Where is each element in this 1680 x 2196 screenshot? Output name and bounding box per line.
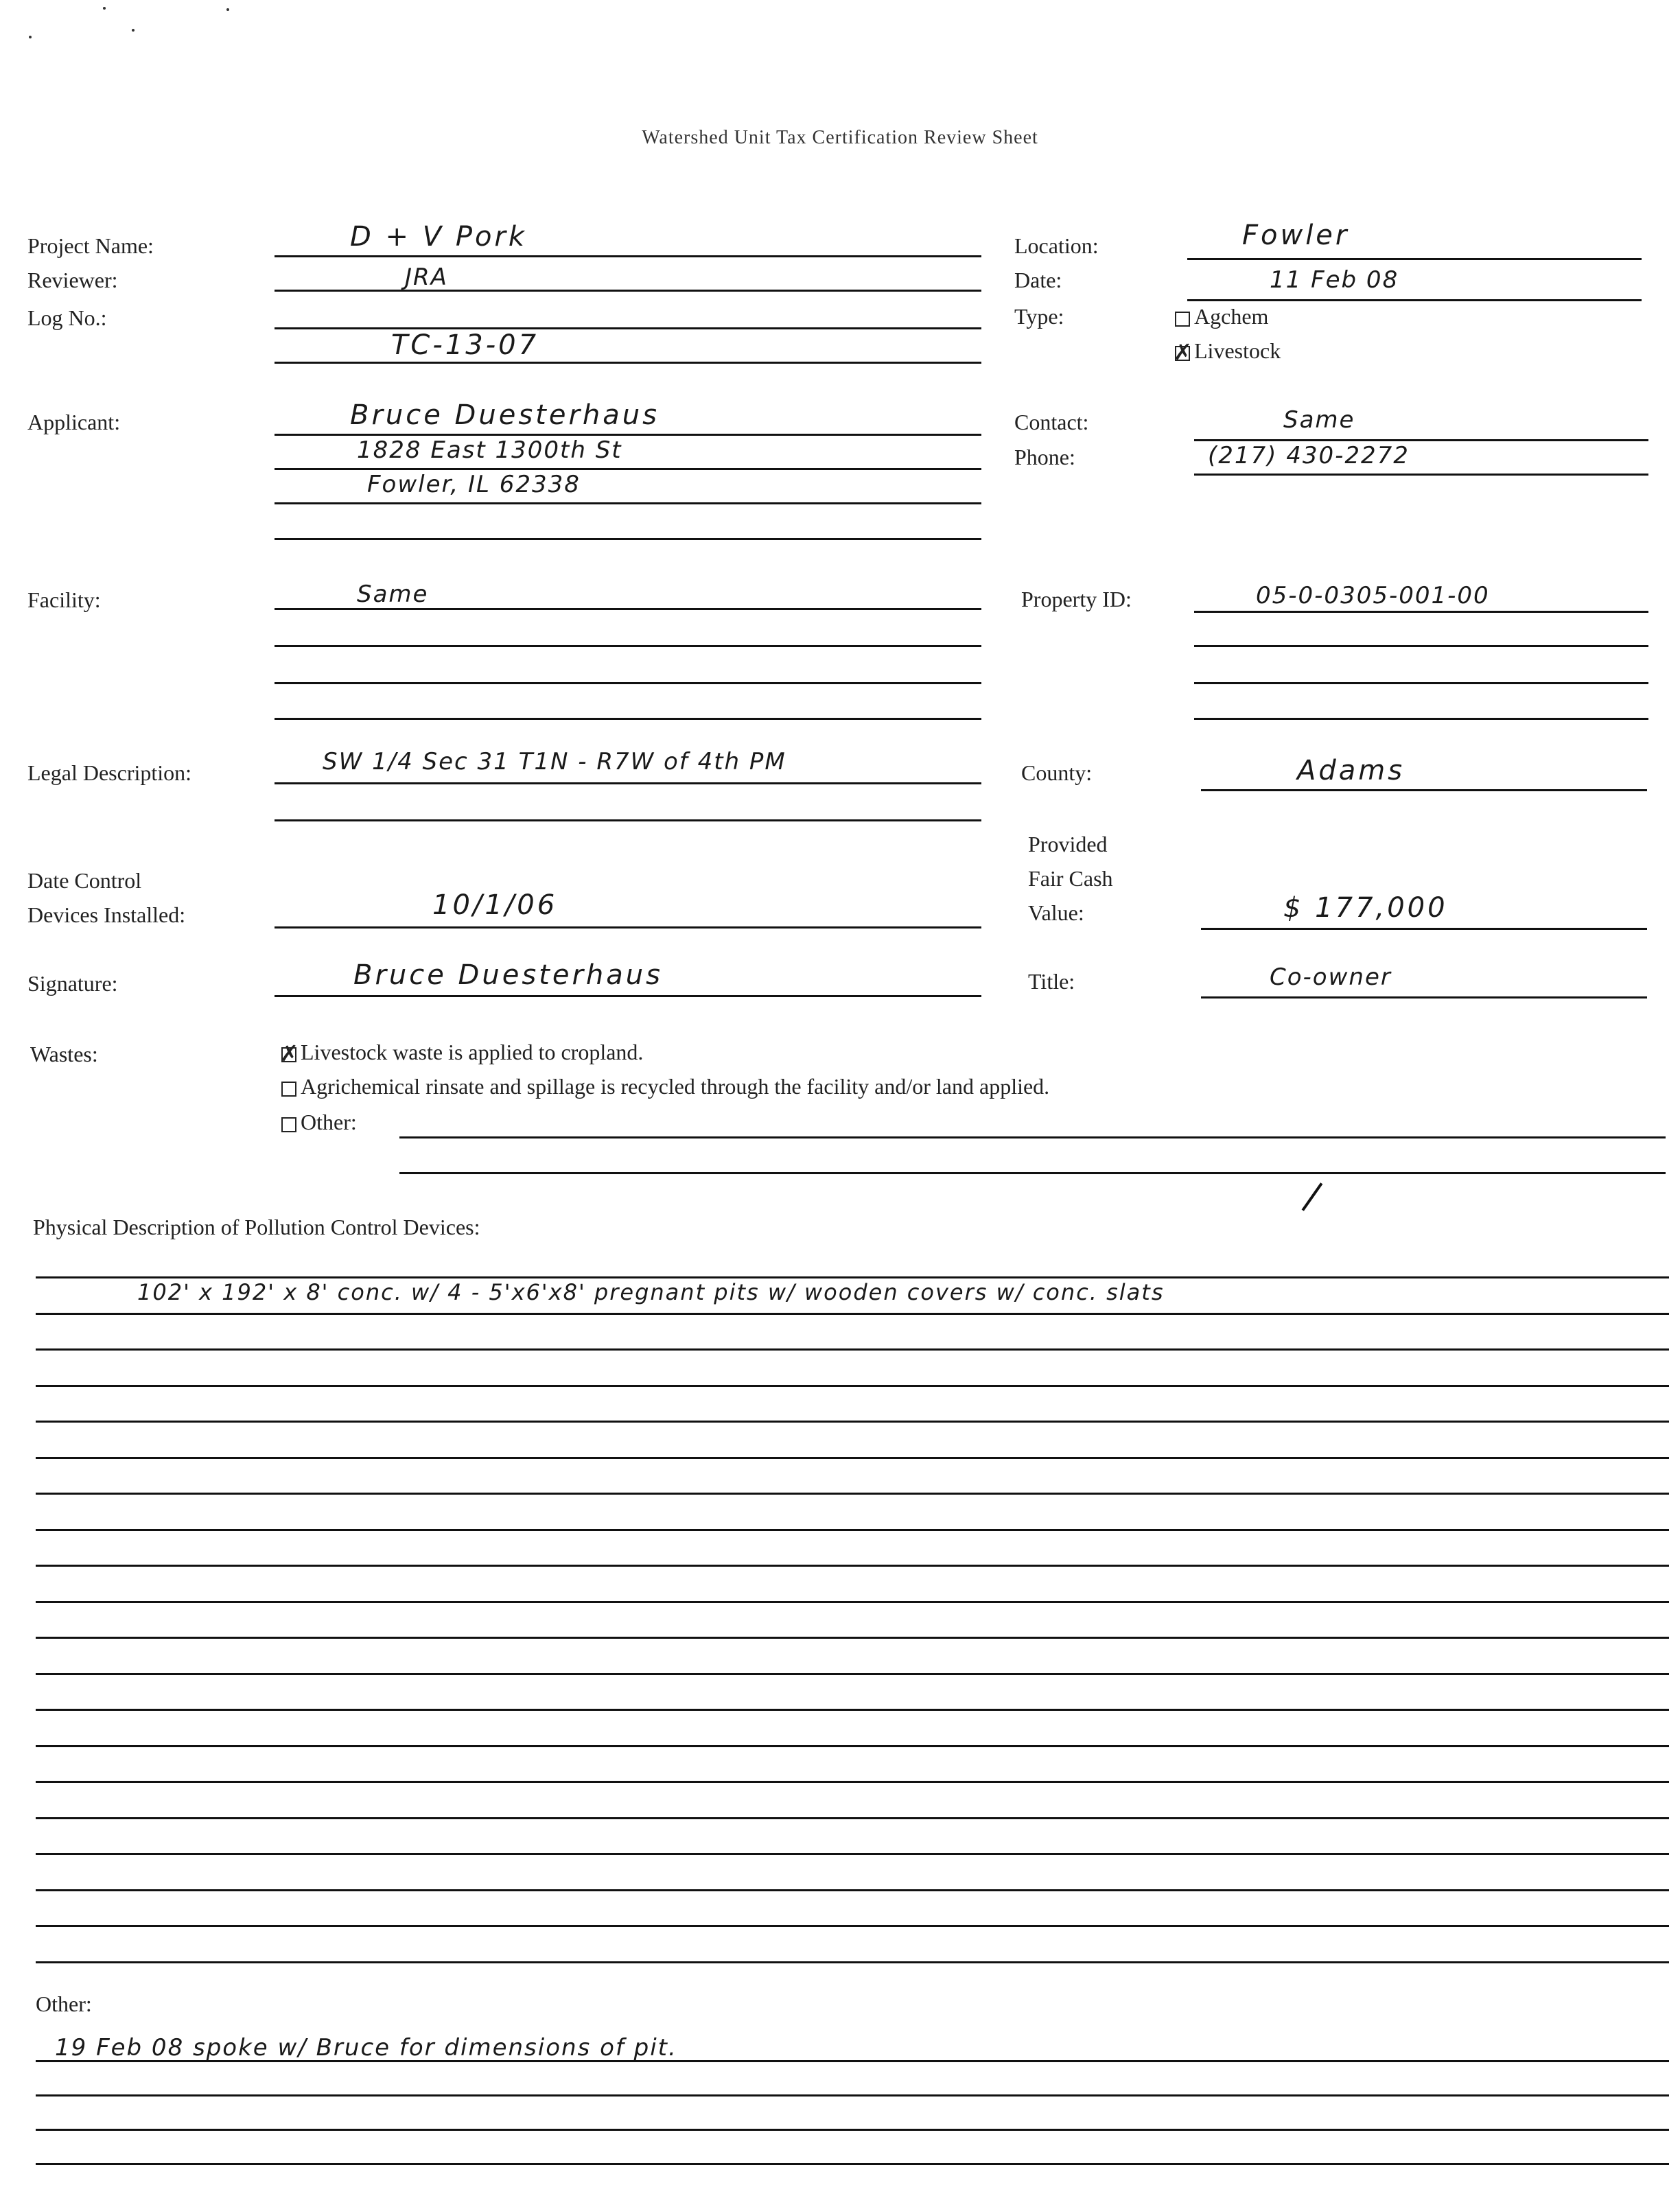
signature-label: Signature:	[27, 971, 118, 996]
county-value: Adams	[1297, 755, 1405, 786]
date-line	[1187, 299, 1642, 301]
other-notes-label: Other:	[36, 1991, 92, 2016]
facility-line-3	[275, 682, 981, 684]
phone-line	[1194, 474, 1648, 476]
applicant-line-1	[275, 434, 981, 436]
property-id-line-4	[1194, 718, 1648, 720]
facility-line-2	[275, 645, 981, 647]
property-id-line-2	[1194, 645, 1648, 647]
waste-option-other[interactable]	[281, 1110, 357, 1135]
log-no-value: TC-13-07	[391, 329, 539, 361]
legal-description-value: SW 1/4 Sec 31 T1N - R7W of 4th PM	[323, 748, 786, 775]
physical-description-rule	[36, 1385, 1669, 1387]
other-notes-rule	[36, 2129, 1669, 2131]
applicant-address-value: 1828 East 1300th St	[357, 436, 622, 464]
applicant-label: Applicant:	[27, 410, 121, 434]
log-no-label: Log No.:	[27, 305, 107, 330]
physical-description-rule	[36, 1889, 1669, 1891]
property-id-line-1	[1194, 611, 1648, 613]
property-id-label: Property ID:	[1021, 587, 1132, 611]
physical-description-rule	[36, 1601, 1669, 1603]
contact-value: Same	[1283, 406, 1355, 434]
physical-description-rule	[36, 1925, 1669, 1927]
physical-description-rule	[36, 1276, 1669, 1278]
fair-cash-label: Fair Cash	[1028, 866, 1113, 891]
pen-mark	[1302, 1182, 1323, 1211]
legal-description-line-2	[275, 819, 981, 821]
waste-agrichemical-label: Agrichemical rinsate and spillage is recycled through the facility and/or land applied.	[301, 1074, 1050, 1099]
property-id-value: 05-0-0305-001-00	[1256, 582, 1490, 609]
project-name-label: Project Name:	[27, 233, 154, 258]
location-label: Location:	[1014, 233, 1099, 258]
title-value: Co-owner	[1270, 963, 1392, 991]
provided-label: Provided	[1028, 832, 1108, 856]
date-installed-value: 10/1/06	[432, 889, 558, 921]
physical-description-rule	[36, 1781, 1669, 1783]
waste-livestock-label: Livestock waste is applied to cropland.	[301, 1040, 644, 1064]
waste-agrichemical-checkbox[interactable]	[281, 1082, 296, 1097]
physical-description-rule	[36, 1421, 1669, 1423]
physical-description-rule	[36, 1313, 1669, 1315]
wastes-label: Wastes:	[30, 1042, 98, 1066]
physical-description-rule	[36, 1565, 1669, 1567]
value-label: Value:	[1028, 900, 1084, 925]
legal-description-line-1	[275, 782, 981, 784]
location-line	[1187, 258, 1642, 260]
applicant-name-value: Bruce Duesterhaus	[350, 399, 660, 431]
date-label: Date:	[1014, 268, 1062, 292]
other-notes-rule	[36, 2094, 1669, 2096]
physical-description-rule	[36, 1745, 1669, 1747]
reviewer-value: JRA	[405, 264, 448, 291]
fair-cash-value: $ 177,000	[1283, 892, 1448, 924]
document-title: Watershed Unit Tax Certification Review Sheet	[642, 127, 1038, 148]
signature-value: Bruce Duesterhaus	[353, 959, 663, 991]
physical-description-label: Physical Description of Pollution Control Devices:	[33, 1215, 480, 1239]
applicant-line-4	[275, 538, 981, 540]
physical-description-rule	[36, 1348, 1669, 1351]
livestock-checkbox[interactable]	[1175, 346, 1190, 361]
agchem-option-label: Agchem	[1194, 304, 1269, 329]
physical-description-rule	[36, 1529, 1669, 1531]
physical-description-rule	[36, 1817, 1669, 1819]
physical-description-rule	[36, 1673, 1669, 1675]
physical-description-rule	[36, 1493, 1669, 1495]
applicant-city-value: Fowler, IL 62338	[367, 471, 581, 498]
scan-speck	[226, 8, 229, 11]
contact-line	[1194, 439, 1648, 441]
applicant-line-3	[275, 502, 981, 504]
phone-value: (217) 430-2272	[1208, 442, 1410, 469]
applicant-line-2	[275, 468, 981, 470]
county-label: County:	[1021, 760, 1093, 785]
waste-other-line-1	[399, 1136, 1666, 1138]
physical-description-rule	[36, 1709, 1669, 1711]
contact-label: Contact:	[1014, 410, 1089, 434]
agchem-checkbox[interactable]	[1175, 312, 1190, 327]
physical-description-value: 102' x 192' x 8' conc. w/ 4 - 5'x6'x8' pregnant pits w/ wooden covers w/ conc. slats	[137, 1279, 1165, 1305]
scan-speck	[132, 29, 135, 32]
waste-other-checkbox[interactable]	[281, 1117, 296, 1132]
legal-description-label: Legal Description:	[27, 760, 192, 785]
other-notes-value: 19 Feb 08 spoke w/ Bruce for dimensions of pit.	[55, 2034, 677, 2061]
livestock-option-label: Livestock	[1194, 338, 1281, 363]
type-livestock-option[interactable]	[1175, 338, 1281, 364]
facility-line-4	[275, 718, 981, 720]
physical-description-rule	[36, 1853, 1669, 1855]
log-no-line-1	[275, 327, 981, 329]
devices-installed-line	[275, 926, 981, 928]
scan-speck	[29, 36, 32, 38]
waste-other-label: Other:	[301, 1110, 357, 1134]
signature-line	[275, 995, 981, 997]
title-line	[1201, 996, 1647, 998]
other-notes-rule	[36, 2060, 1669, 2062]
fair-cash-value-line	[1201, 928, 1647, 930]
type-agchem-option[interactable]	[1175, 304, 1268, 329]
physical-description-rule	[36, 1637, 1669, 1639]
type-label: Type:	[1014, 304, 1064, 329]
physical-description-rule	[36, 1961, 1669, 1963]
date-control-label: Date Control	[27, 868, 142, 893]
title-label: Title:	[1028, 969, 1075, 994]
reviewer-label: Reviewer:	[27, 268, 118, 292]
waste-option-livestock[interactable]	[281, 1040, 643, 1065]
scan-speck	[103, 7, 106, 10]
waste-livestock-checkbox[interactable]	[281, 1047, 296, 1062]
county-line	[1201, 789, 1647, 791]
waste-other-line-2	[399, 1172, 1666, 1174]
other-notes-rule	[36, 2163, 1669, 2165]
date-value: 11 Feb 08	[1270, 266, 1399, 294]
physical-description-rule	[36, 1457, 1669, 1459]
project-name-value: D + V Pork	[350, 221, 528, 253]
facility-label: Facility:	[27, 587, 101, 612]
phone-label: Phone:	[1014, 445, 1075, 469]
location-value: Fowler	[1242, 220, 1350, 251]
project-name-line	[275, 255, 981, 257]
property-id-line-3	[1194, 682, 1648, 684]
waste-option-agrichemical[interactable]	[281, 1074, 1049, 1099]
reviewer-line	[275, 290, 981, 292]
devices-installed-label: Devices Installed:	[27, 902, 186, 927]
log-no-line-2	[275, 362, 981, 364]
facility-line-1	[275, 608, 981, 610]
facility-value: Same	[357, 581, 429, 608]
